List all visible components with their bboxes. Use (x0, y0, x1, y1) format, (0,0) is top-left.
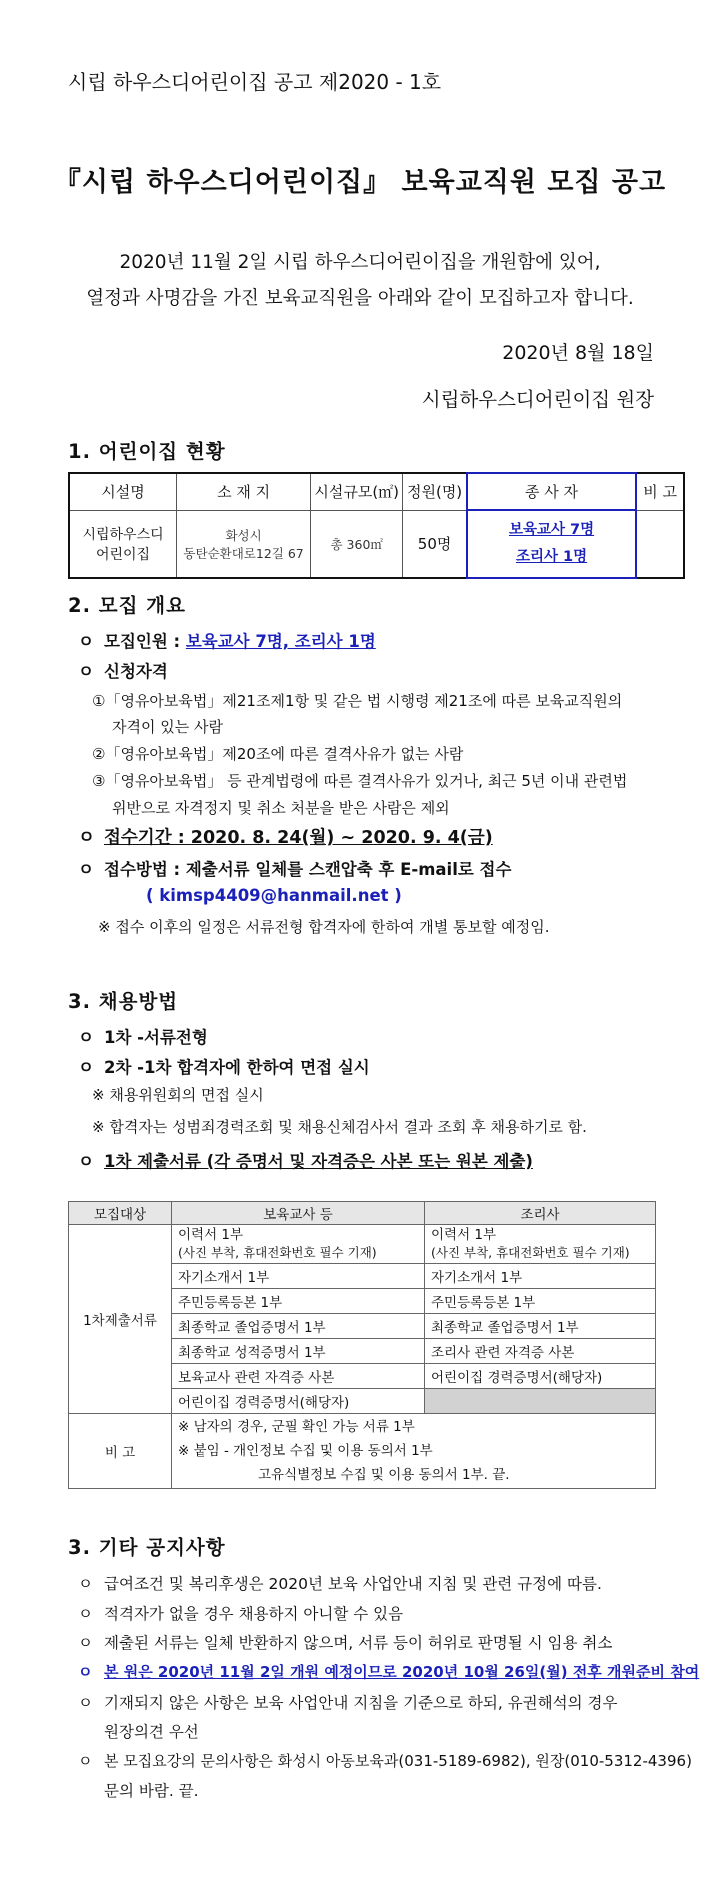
facility-capacity: 50명 (403, 510, 467, 578)
hiring-step-2 (78, 1054, 370, 1078)
qualification-heading (78, 658, 168, 682)
qualification-text: 「영유아보육법」 등 관계법령에 따른 결격사유가 있거나, 최근 5년 이내 관련법 (105, 772, 628, 790)
remark-label: 비 고 (69, 1414, 172, 1489)
facility-address (177, 510, 311, 578)
qualification-number: ② (92, 745, 106, 763)
intro-line-2: 열정과 사명감을 가진 보육교직원을 아래와 같이 모집하고자 합니다. (86, 288, 634, 309)
notice-item-4 (78, 1661, 699, 1682)
cook-doc-empty (425, 1389, 656, 1414)
address-line: 동탄순환대로12길 67 (183, 545, 304, 561)
address-line: 화성시 (225, 527, 262, 543)
section-3-heading: 3. 채용방법 (68, 990, 179, 1013)
notice-item-5-cont: 원장의견 우선 (104, 1723, 199, 1741)
teacher-doc: 보육교사 관련 자격증 사본 (172, 1364, 425, 1389)
step-text: 1차 -서류전형 (104, 1028, 208, 1047)
bullet: ㅇ (78, 1058, 94, 1077)
qualification-3-cont: 위반으로 자격정지 및 취소 처분을 받은 사람은 제외 (112, 799, 450, 817)
facility-note (636, 510, 684, 578)
notice-item-5 (78, 1691, 617, 1713)
doc-name: 이력서 1부 (178, 1227, 244, 1243)
teacher-doc: 자기소개서 1부 (172, 1264, 425, 1289)
bullet: ㅇ (78, 1575, 93, 1593)
signatory: 시립하우스디어린이집 원장 (421, 388, 654, 411)
documents-heading-text: 1차 제출서류 (각 증명서 및 자격증은 사본 또는 원본 제출) (104, 1152, 533, 1171)
method-text: 접수방법 : 제출서류 일체를 스캔압축 후 E-mail로 접수 (104, 860, 512, 879)
remark-cell (172, 1414, 656, 1489)
teacher-doc (172, 1225, 425, 1264)
doc-note: (사진 부착, 휴대전화번호 필수 기재) (431, 1245, 630, 1260)
notice-item-6-cont: 문의 바람. 끝. (104, 1782, 199, 1800)
bullet: ㅇ (78, 828, 95, 848)
notice-date: 2020년 8월 18일 (502, 342, 654, 364)
table-header: 소 재 지 (177, 473, 311, 510)
teacher-doc: 주민등록등본 1부 (172, 1289, 425, 1314)
bullet: ㅇ (78, 1694, 93, 1712)
section-1-heading: 1. 어린이집 현황 (68, 440, 226, 463)
facility-name-line: 어린이집 (95, 546, 151, 563)
cook-doc: 최종학교 졸업증명서 1부 (425, 1314, 656, 1339)
notice-text: 급여조건 및 복리후생은 2020년 보육 사업안내 지침 및 관련 규정에 따름. (104, 1575, 602, 1593)
hiring-note-1: ※ 채용위원회의 면접 실시 (92, 1086, 264, 1104)
staff-line: 조리사 1명 (515, 549, 588, 565)
recruit-value: 보육교사 7명, 조리사 1명 (185, 632, 376, 651)
table-header: 정원(명) (403, 473, 467, 510)
qualification-number: ③ (92, 772, 106, 790)
table-header: 종 사 자 (467, 473, 636, 510)
cook-doc: 어린이집 경력증명서(해당자) (425, 1364, 656, 1389)
period-text: 접수기간 : 2020. 8. 24(월) ~ 2020. 9. 4(금) (104, 828, 493, 848)
cook-doc: 주민등록등본 1부 (425, 1289, 656, 1314)
teacher-doc: 최종학교 졸업증명서 1부 (172, 1314, 425, 1339)
teacher-doc: 최종학교 성적증명서 1부 (172, 1339, 425, 1364)
qualification-2 (92, 743, 463, 764)
facility-size: 총 360㎡ (311, 510, 403, 578)
notice-item-6 (78, 1750, 692, 1771)
bullet: ㅇ (78, 860, 94, 879)
bullet: ㅇ (78, 1634, 93, 1652)
application-period (78, 824, 493, 849)
section-2-heading: 2. 모집 개요 (68, 594, 186, 617)
notice-text: 적격자가 없을 경우 채용하지 아니할 수 있음 (104, 1605, 404, 1623)
remark-line: ※ 붙임 - 개인정보 수집 및 이용 동의서 1부 (178, 1443, 433, 1459)
qualification-text: 「영유아보육법」제21조제1항 및 같은 법 시행령 제21조에 따른 보육교직원의 (105, 692, 623, 710)
notice-item-2 (78, 1602, 403, 1624)
hiring-note-2: ※ 합격자는 성범죄경력조회 및 채용신체검사서 결과 조회 후 채용하기로 함. (92, 1118, 587, 1136)
step-text: 2차 -1차 합격자에 한하여 면접 실시 (104, 1058, 370, 1077)
application-method (78, 856, 511, 880)
document-title: 『시립 하우스디어린이집』 보육교직원 모집 공고 (53, 167, 667, 198)
cook-doc: 자기소개서 1부 (425, 1264, 656, 1289)
hiring-step-1 (78, 1024, 208, 1048)
cook-doc: 조리사 관련 자격증 사본 (425, 1339, 656, 1364)
table-header: 시설명 (69, 473, 177, 510)
facility-staff (467, 510, 636, 578)
notice-text: 본 원은 2020년 11월 2일 개원 예정이므로 2020년 10월 26일(월) 전후 개원준비 참여 (104, 1663, 700, 1681)
table-header: 보육교사 등 (172, 1202, 425, 1225)
qualification-1-cont: 자격이 있는 사람 (112, 718, 223, 736)
notice-number: 시립 하우스디어린이집 공고 제2020 - 1호 (68, 70, 442, 94)
bullet: ㅇ (78, 632, 94, 651)
notice-text: 기재되지 않은 사항은 보육 사업안내 지침을 기준으로 하되, 유권해석의 경우 (104, 1694, 618, 1712)
doc-note: (사진 부착, 휴대전화번호 필수 기재) (178, 1245, 377, 1260)
table-header: 조리사 (425, 1202, 656, 1225)
row-label: 1차제출서류 (69, 1225, 172, 1414)
remark-line: ※ 남자의 경우, 군필 확인 가능 서류 1부 (178, 1419, 415, 1435)
doc-name: 이력서 1부 (431, 1227, 497, 1243)
notice-text: 제출된 서류는 일체 반환하지 않으며, 서류 등이 허위로 판명될 시 임용 취소 (104, 1634, 613, 1652)
table-header: 시설규모(㎡) (311, 473, 403, 510)
qualification-label: 신청자격 (104, 662, 168, 681)
facility-name-line: 시립하우스디 (82, 526, 164, 543)
intro-line-1: 2020년 11월 2일 시립 하우스디어린이집을 개원함에 있어, (119, 252, 601, 273)
table-header: 모집대상 (69, 1202, 172, 1225)
bullet: ㅇ (78, 1152, 94, 1171)
qualification-3 (92, 770, 627, 791)
facility-name (69, 510, 177, 578)
notice-item-1 (78, 1572, 602, 1594)
recruit-label: 모집인원 : (104, 632, 181, 651)
qualification-number: ① (92, 692, 106, 710)
table-header: 비 고 (636, 473, 684, 510)
application-email[interactable]: ( kimsp4409@hanmail.net ) (146, 886, 402, 905)
qualification-1 (92, 690, 622, 711)
notice-text: 본 모집요강의 문의사항은 화성시 아동보육과(031-5189-6982), 원장(010-5312-4396) (104, 1752, 692, 1770)
documents-heading (78, 1148, 533, 1172)
bullet: ㅇ (78, 1605, 93, 1623)
required-documents-table (68, 1201, 656, 1489)
teacher-doc: 어린이집 경력증명서(해당자) (172, 1389, 425, 1414)
schedule-note: ※ 접수 이후의 일정은 서류전형 합격자에 한하여 개별 통보할 예정임. (98, 918, 550, 936)
bullet: ㅇ (78, 1752, 93, 1770)
remark-line: 고유식별정보 수집 및 이용 동의서 1부. 끝. (258, 1467, 510, 1483)
staff-line: 보육교사 7명 (508, 522, 595, 538)
notice-item-3 (78, 1631, 612, 1653)
recruit-count (78, 628, 376, 652)
cook-doc (425, 1225, 656, 1264)
bullet: ㅇ (78, 1028, 94, 1047)
qualification-text: 「영유아보육법」제20조에 따른 결격사유가 없는 사람 (105, 745, 464, 763)
bullet: ㅇ (78, 1663, 93, 1681)
facility-status-table (68, 472, 685, 579)
section-4-heading: 3. 기타 공지사항 (68, 1536, 226, 1559)
bullet: ㅇ (78, 662, 94, 681)
